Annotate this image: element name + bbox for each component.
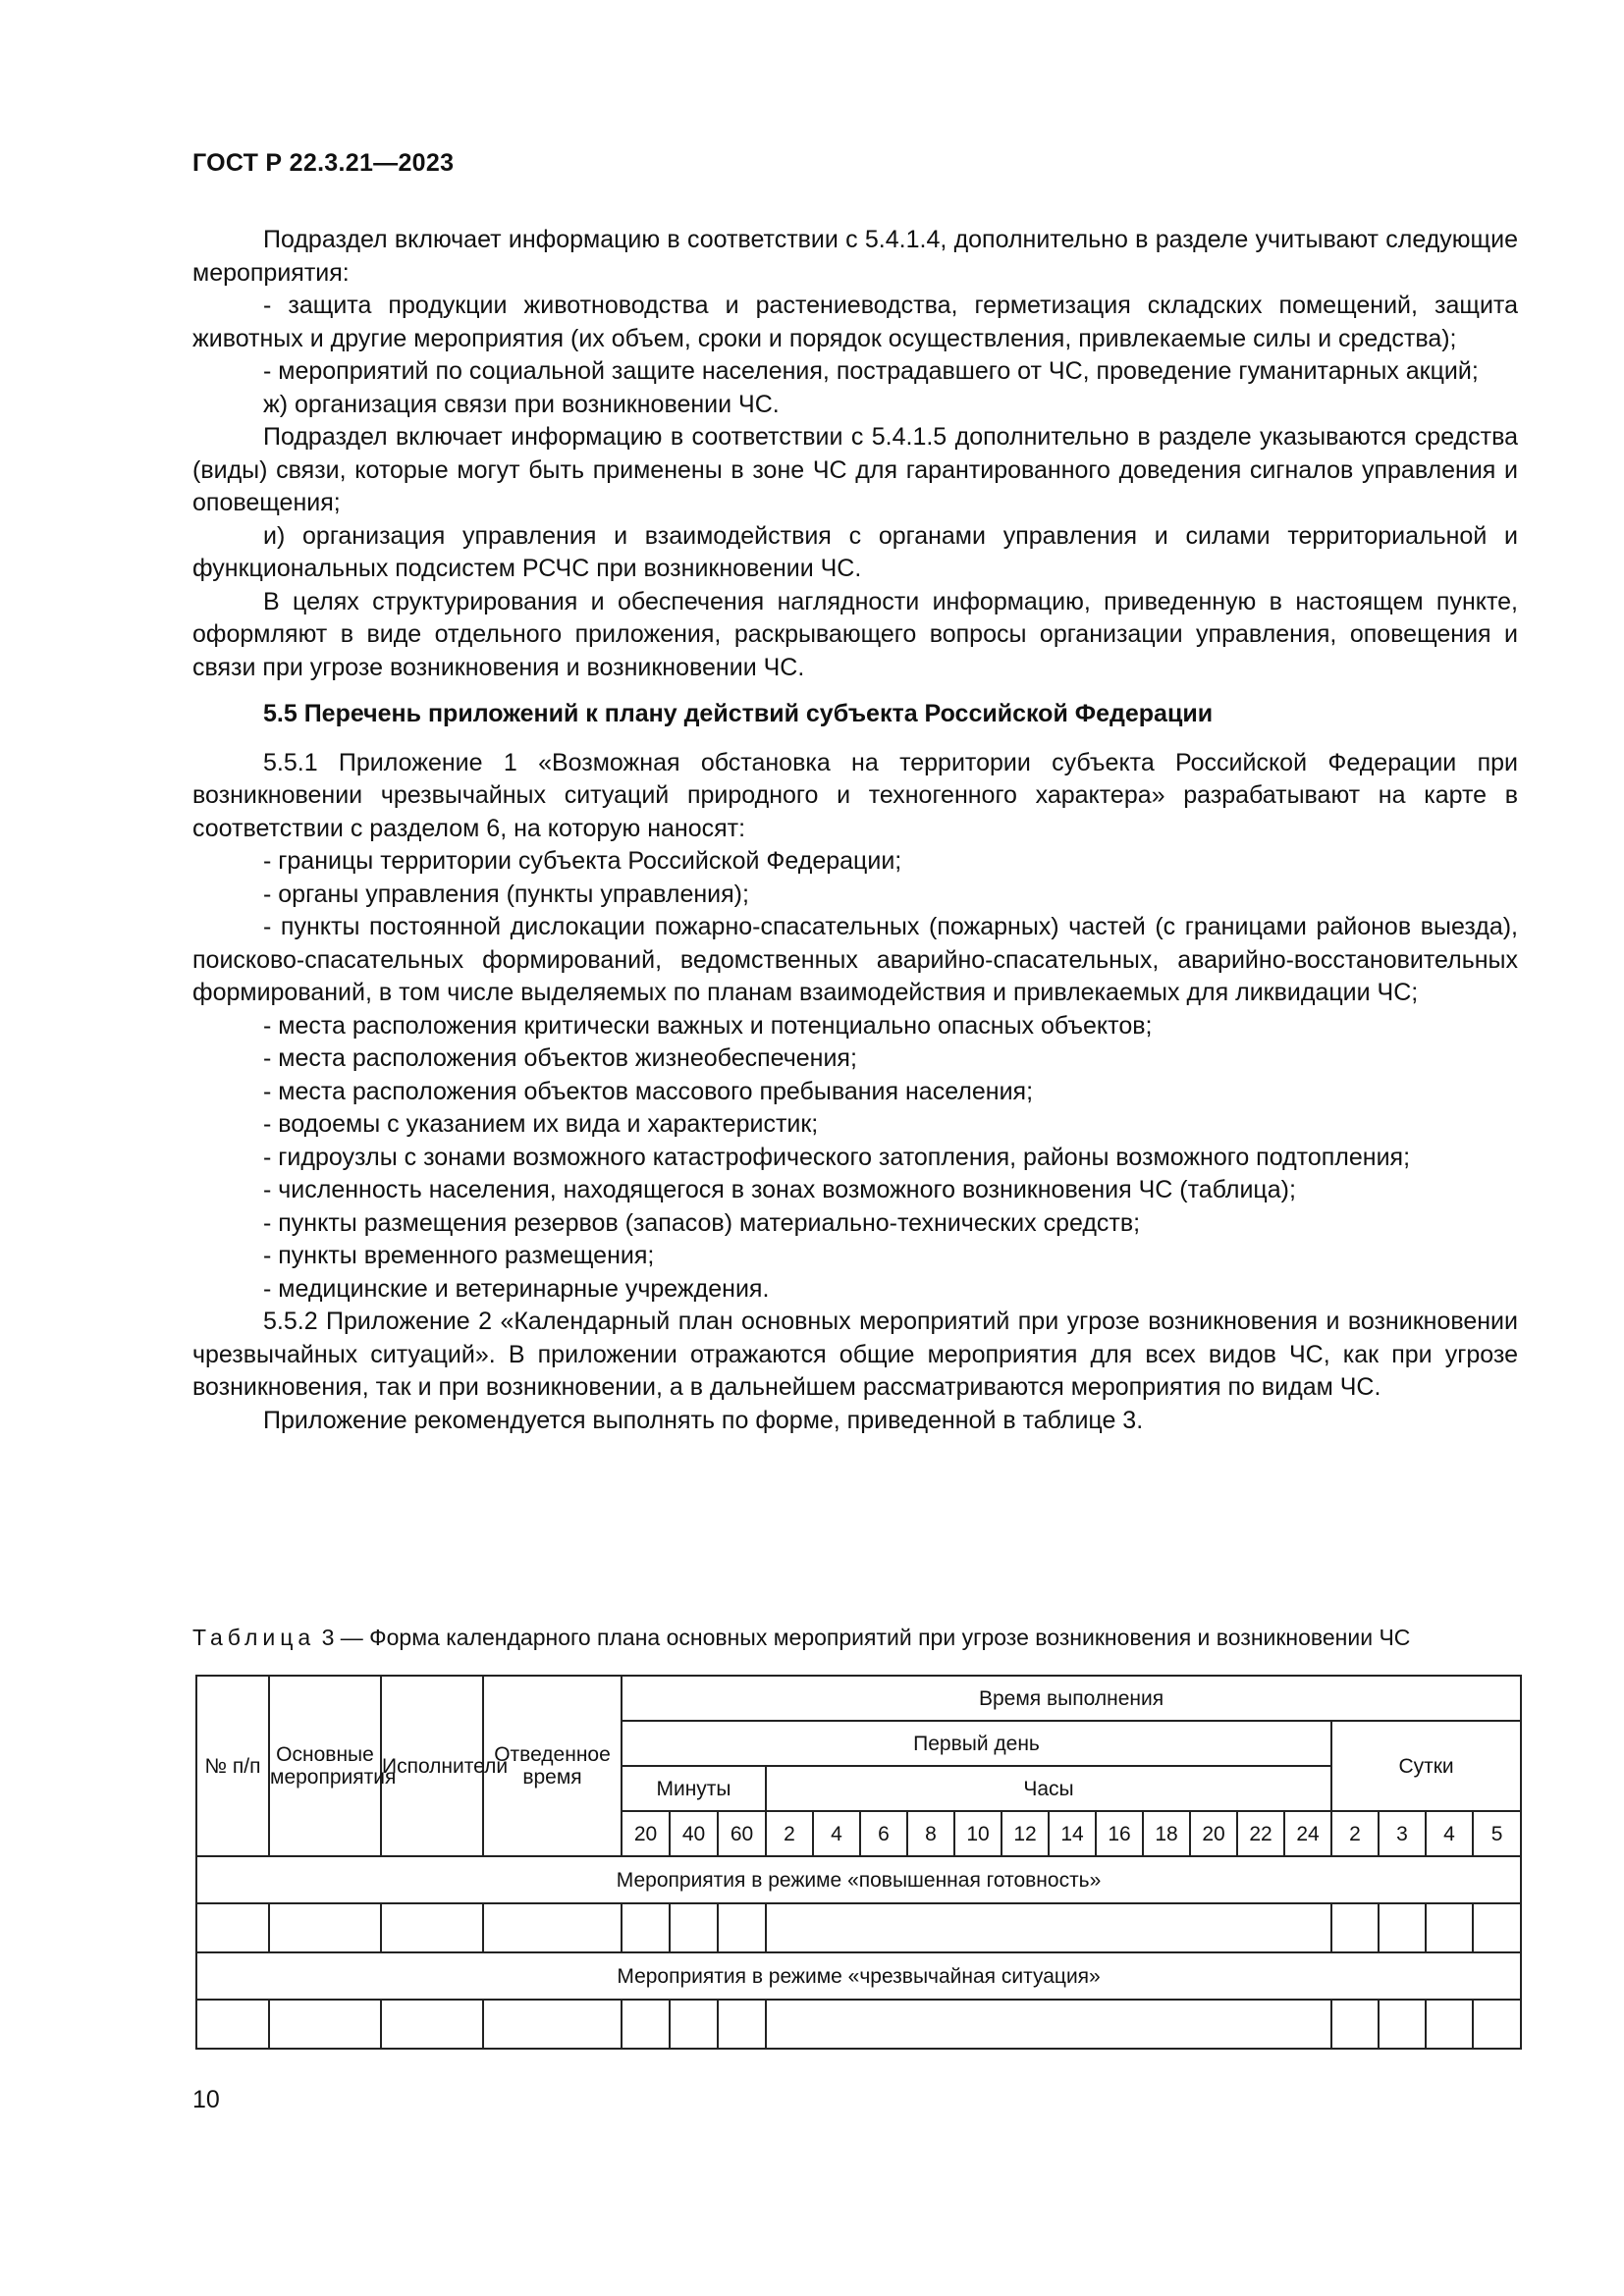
table-cell [670, 1903, 718, 1952]
header-first-day: Первый день [622, 1721, 1331, 1766]
table-mode-row [196, 1952, 1521, 2000]
table-cell [1426, 2000, 1473, 2049]
calendar-plan-table [195, 1675, 1522, 2050]
table-cell [622, 2000, 670, 2049]
list-item: - пункты постоянной дислокации пожарно-спасательных (пожарных) частей (с границами районов выезда), поисково-спасательных формирований, ведомственных аварийно-спасательных, аварийно-восстановительных формирований, в том числе выделяемых по планам взаимодействия и привлекаемых для ликвидации ЧС; [192, 913, 1518, 1006]
table-cell [196, 2000, 269, 2049]
paragraph: и) организация управления и взаимодействия с органами управления и силами территориальной и функциональных подсистем РСЧС при возникновении ЧС. [192, 521, 1518, 582]
mode-high-readiness: Мероприятия в режиме «повышенная готовность» [196, 1856, 1521, 1903]
hour-cell: 22 [1237, 1811, 1284, 1856]
hour-cell: 14 [1049, 1811, 1096, 1856]
header-time: Время выполнения [622, 1676, 1521, 1721]
page-number: 10 [192, 2086, 220, 2113]
mode-emergency: Мероприятия в режиме «чрезвычайная ситуация» [196, 1952, 1521, 2000]
day-cell: 5 [1473, 1811, 1521, 1856]
list-item: - медицинские и ветеринарные учреждения. [263, 1274, 770, 1303]
table-cell [718, 1903, 766, 1952]
table-cell [381, 2000, 483, 2049]
day-cell: 4 [1426, 1811, 1473, 1856]
paragraph: 5.5.2 Приложение 2 «Календарный план основных мероприятий при угрозе возникновения и возникновении чрезвычайных ситуаций». В приложении отражаются общие мероприятия для всех видов ЧС, как при угрозе возникновения, так и при возникновении, а в дальнейшем рассматриваются мероприятия по видам ЧС. [192, 1308, 1518, 1401]
hour-cell: 20 [1190, 1811, 1237, 1856]
paragraph: Подраздел включает информацию в соответствии с 5.4.1.4, дополнительно в разделе учитывают следующие мероприятия: [192, 226, 1518, 287]
table-cell [718, 2000, 766, 2049]
list-item: - места расположения объектов жизнеобеспечения; [263, 1044, 857, 1072]
hour-cell: 18 [1143, 1811, 1190, 1856]
table-cell [1379, 2000, 1426, 2049]
minute-cell: 60 [718, 1811, 766, 1856]
list-item: - места расположения критически важных и потенциально опасных объектов; [263, 1011, 1153, 1040]
document-code: ГОСТ Р 22.3.21—2023 [192, 149, 455, 177]
paragraph: - защита продукции животноводства и растениеводства, герметизация складских помещений, защита животных и другие мероприятия (их объем, сроки и порядок осуществления, привлекаемые силы и средства); [192, 292, 1518, 352]
header-allotted-time: Отведенное время [483, 1676, 622, 1856]
hour-cell: 2 [766, 1811, 813, 1856]
hour-cell: 12 [1001, 1811, 1049, 1856]
table-cell [1473, 2000, 1521, 2049]
table-row [196, 1903, 1521, 1952]
header-hours: Часы [766, 1766, 1331, 1811]
minute-cell: 20 [622, 1811, 670, 1856]
header-num: № п/п [196, 1676, 269, 1856]
paragraph: Приложение рекомендуется выполнять по форме, приведенной в таблице 3. [263, 1406, 1144, 1434]
paragraph: - мероприятий по социальной защите населения, пострадавшего от ЧС, проведение гуманитарных акций; [263, 357, 1479, 385]
table-caption-label: Таблица [192, 1625, 316, 1650]
header-days: Сутки [1331, 1721, 1521, 1811]
table-caption-text: — Форма календарного плана основных мероприятий при угрозе возникновения и возникновении ЧС [340, 1625, 1411, 1650]
list-item: - численность населения, находящегося в зонах возможного возникновения ЧС (таблица); [263, 1176, 1296, 1203]
hour-cell: 24 [1284, 1811, 1331, 1856]
table-cell [381, 1903, 483, 1952]
table-header-row [196, 1676, 1521, 1721]
header-executors: Исполнители [381, 1676, 483, 1856]
list-item: - пункты временного размещения; [263, 1242, 655, 1269]
list-item: - водоемы с указанием их вида и характеристик; [263, 1110, 819, 1138]
table-cell [483, 2000, 622, 2049]
table-cell [1331, 1903, 1379, 1952]
document-body [192, 224, 1518, 1437]
table-cell [269, 2000, 381, 2049]
header-minutes: Минуты [622, 1766, 766, 1811]
table-cell [622, 1903, 670, 1952]
hour-cell: 16 [1096, 1811, 1143, 1856]
list-item: - органы управления (пункты управления); [263, 880, 749, 908]
table-cell [766, 1903, 1331, 1952]
list-item: - места расположения объектов массового пребывания населения; [263, 1077, 1034, 1105]
section-heading: 5.5 Перечень приложений к плану действий субъекта Российской Федерации [263, 700, 1214, 727]
table-caption-number: 3 [321, 1625, 335, 1650]
hour-cell: 4 [813, 1811, 860, 1856]
minute-cell: 40 [670, 1811, 718, 1856]
list-item: - пункты размещения резервов (запасов) материально-технических средств; [263, 1208, 1141, 1237]
table-cell [766, 2000, 1331, 2049]
paragraph: Подраздел включает информацию в соответствии с 5.4.1.5 дополнительно в разделе указываются средства (виды) связи, которые могут быть применены в зоне ЧС для гарантированного доведения сигналов управления и оповещения; [192, 423, 1518, 516]
table-row [196, 2000, 1521, 2049]
table-caption [192, 1625, 1528, 1651]
header-activities: Основные мероприятия [269, 1676, 381, 1856]
table-cell [670, 2000, 718, 2049]
paragraph: 5.5.1 Приложение 1 «Возможная обстановка на территории субъекта Российской Федерации при возникновении чрезвычайных ситуаций природного и техногенного характера» разрабатывают на карте в соответствии с разделом 6, на которую наносят: [192, 748, 1518, 842]
paragraph: В целях структурирования и обеспечения наглядности информацию, приведенную в настоящем пункте, оформляют в виде отдельного приложения, раскрывающего вопросы организации управления, оповещения и связи при угрозе возникновения и возникновении ЧС. [192, 587, 1518, 681]
list-item: - гидроузлы с зонами возможного катастрофического затопления, районы возможного подтопления; [263, 1143, 1411, 1171]
table-cell [1331, 2000, 1379, 2049]
table-cell [1379, 1903, 1426, 1952]
hour-cell: 8 [907, 1811, 954, 1856]
day-cell: 3 [1379, 1811, 1426, 1856]
table-cell [1473, 1903, 1521, 1952]
table-cell [196, 1903, 269, 1952]
day-cell: 2 [1331, 1811, 1379, 1856]
hour-cell: 10 [954, 1811, 1001, 1856]
list-item: - границы территории субъекта Российской Федерации; [263, 847, 902, 875]
table-cell [1426, 1903, 1473, 1952]
paragraph: ж) организация связи при возникновении ЧС. [263, 390, 780, 418]
table-cell [483, 1903, 622, 1952]
table-mode-row [196, 1856, 1521, 1903]
hour-cell: 6 [860, 1811, 907, 1856]
table-cell [269, 1903, 381, 1952]
